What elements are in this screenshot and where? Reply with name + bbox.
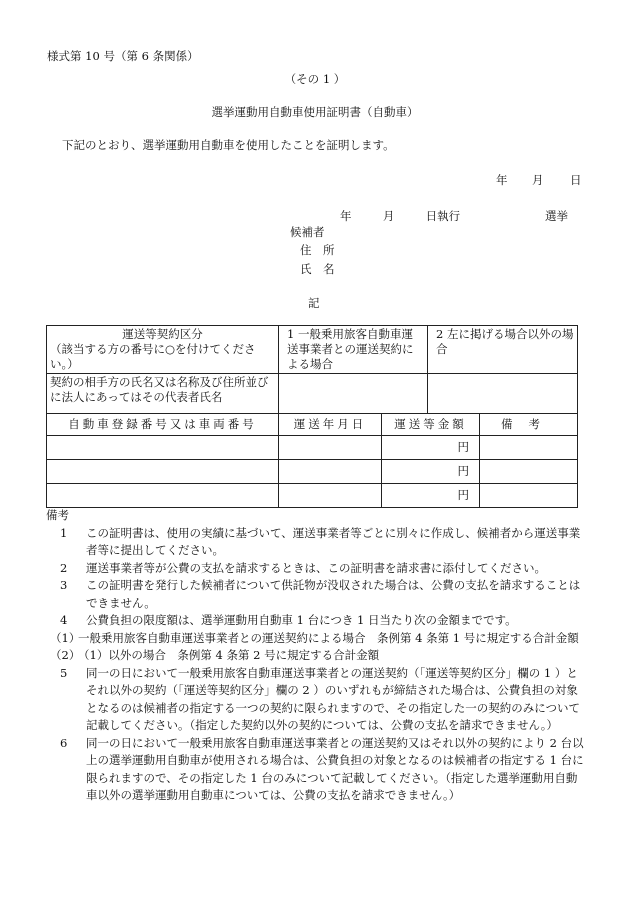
reg-cell[interactable] [47,460,279,484]
candidate-label: 候補者 [290,225,325,239]
amount-cell[interactable] [382,460,480,484]
usage-table [46,325,578,508]
counterparty-label: 契約の相手方の氏名又は名称及び住所並びに法人にあってはその代表者氏名 [47,374,279,414]
yen-label: 円 [457,440,470,454]
col-transport-date: 運送年月日 [279,414,382,436]
note-item: 5 同一の日において一般乗用旅客自動車運送事業者との運送契約（「運送等契約区分」欄の 1 ）とそれ以外の契約（「運送等契約区分」欄の 2 ）のいずれもが締結された場合は、公費負担の対象となるのは候補者の指定する一つの契約に限られますので、その指定した一の契約のみについて記載してください。（指定した契約以外の契約については、公費の支払を請求できません。） [60,665,581,732]
ki-label: 記 [308,296,320,310]
table-row [47,460,578,484]
amount-cell[interactable] [382,436,480,460]
note-item: 3 この証明書を発行した候補者について供託物が没収された場合は、公費の支払を請求することはできません。 [60,578,581,610]
contract-option-1[interactable]: 1 一般乗用旅客自動車運送事業者との運送契約による場合 [279,326,428,374]
yen-label: 円 [457,488,470,502]
col-remarks: 備考 [480,414,578,436]
table-row [47,436,578,460]
note-item: 6 同一の日において一般乗用旅客自動車運送事業者との運送契約又はそれ以外の契約により 2 台以上の選挙運動用自動車が使用される場合は、公費負担の対象となるのは候補者の指定する 1 台に限られますので、その指定した 1 台のみについて記載してください。（指定した選挙運動用自動車以外の選挙運動用自動車については、公費の支払を請求できません。） [60,735,584,802]
date-cell[interactable] [279,436,382,460]
contract-option-2[interactable]: 2 左に掲げる場合以外の場合 [428,326,578,374]
note-item: 4 公費負担の限度額は、選挙運動用自動車 1 台につき 1 日当たり次の金額までです。 [60,613,517,627]
yen-label: 円 [457,464,470,478]
form-number: 様式第 10 号（第 6 条関係） [47,49,199,63]
election-label: 選挙 [545,209,568,223]
date-year-label: 年 [496,173,508,187]
remarks-cell[interactable] [480,436,578,460]
address-label: 住 所 [300,243,335,257]
intro-text: 下記のとおり、選挙運動用自動車を使用したことを証明します。 [62,138,395,152]
counterparty-cell-1[interactable] [279,374,428,414]
notes-heading: 備考 [46,508,69,522]
note-sub-item: （2）（1）以外の場合 条例第 4 条第 2 号に規定する合計金額 [50,648,380,662]
note-item: 1 この証明書は、使用の実績に基づいて、運送事業者等ごとに別々に作成し、候補者から運送事業者等に提出してください。 [60,525,581,557]
remarks-cell[interactable] [480,460,578,484]
reg-cell[interactable] [47,436,279,460]
exec-month-label: 月 [382,209,395,223]
note-sub-item: （1）一般乗用旅客自動車運送事業者との運送契約による場合 条例第 4 条第 1 号に規定する合計金額 [50,630,579,645]
counterparty-cell-2[interactable] [428,374,578,414]
execution-date [340,208,460,224]
form-part: （その 1 ） [284,72,346,86]
document-title: 選挙運動用自動車使用証明書（自動車） [211,105,419,119]
contract-type-label: 運送等契約区分 （該当する方の番号に○を付けてください。） [47,326,279,374]
exec-year-label: 年 [340,209,352,223]
table-row [47,484,578,508]
exec-day-label: 日執行 [425,209,461,223]
col-registration-number: 自動車登録番号又は車両番号 [47,414,279,436]
name-label: 氏 名 [300,262,335,276]
reg-cell[interactable] [47,484,279,508]
remarks-cell[interactable] [480,484,578,508]
col-transport-amount: 運送等金額 [382,414,480,436]
date-cell[interactable] [279,460,382,484]
date-month-label: 月 [532,173,544,187]
note-item: 2 運送事業者等が公費の支払を請求するときは、この証明書を請求書に添付してください。 [60,560,546,575]
date-day-label: 日 [570,173,582,187]
amount-cell[interactable] [382,484,480,508]
date-cell[interactable] [279,484,382,508]
notes-section [46,507,586,805]
